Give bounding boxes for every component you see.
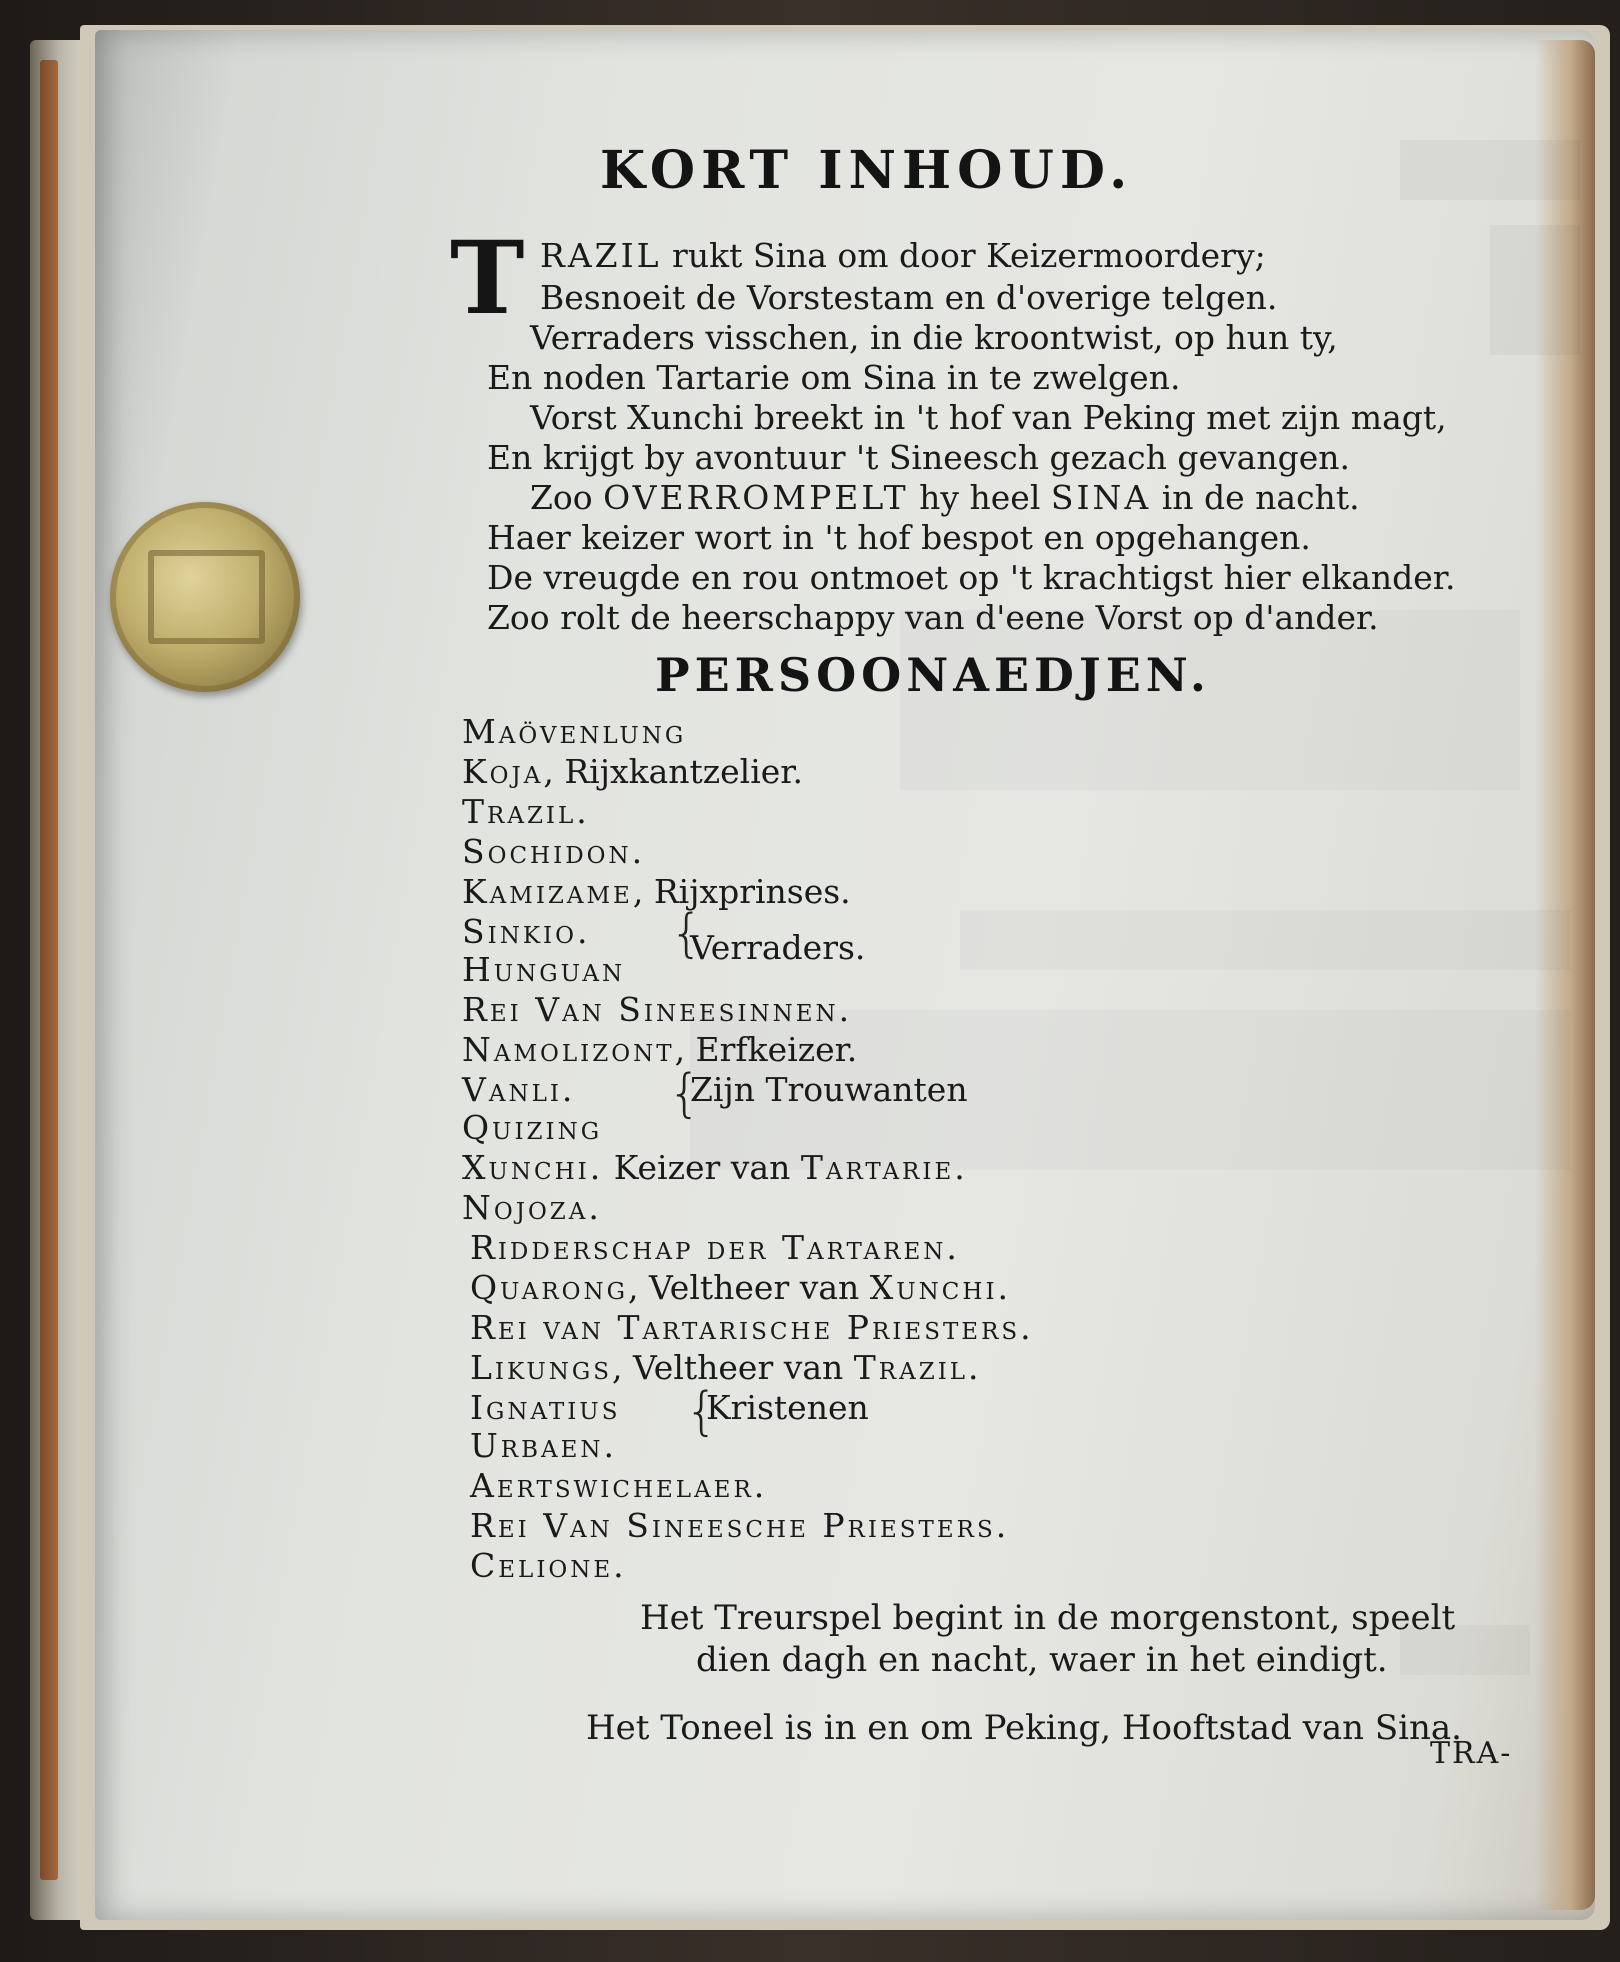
- persona-item: Sochidon.: [462, 832, 646, 871]
- catchword: TRA-: [1430, 1736, 1513, 1771]
- verse-line: Besnoeit de Vorstestam en d'overige telgen.: [540, 278, 1278, 317]
- persona-item: Ignatius: [470, 1388, 621, 1427]
- verse-line: RAZIL rukt Sina om door Keizermoordery;: [540, 236, 1266, 275]
- persona-item: Namolizont, Erfkeizer.: [462, 1030, 858, 1069]
- persona-item: Koja, Rijxkantzelier.: [462, 752, 803, 791]
- page-right-edge: [1535, 40, 1595, 1910]
- persona-item: Vanli.: [462, 1070, 576, 1109]
- kort-inhoud-heading: KORT INHOUD.: [600, 140, 1134, 201]
- persona-item: Quizing: [462, 1108, 603, 1147]
- persona-item: Quarong, Veltheer van Xunchi.: [470, 1268, 1012, 1307]
- persona-item: Aertswichelaer.: [470, 1466, 768, 1505]
- verse-line: Verraders visschen, in die kroontwist, op hun ty,: [530, 318, 1338, 357]
- verse-line: Vorst Xunchi breekt in 't hof van Peking met zijn magt,: [530, 398, 1447, 437]
- book-cover-strip: [40, 60, 58, 1880]
- scale-coin: [110, 502, 300, 692]
- group-brace: {: [685, 1382, 719, 1442]
- group-brace: {: [670, 904, 704, 964]
- persona-item: Rei Van Sineesinnen.: [462, 990, 853, 1029]
- group-label-kristenen: Kristenen: [706, 1388, 869, 1427]
- verse-line: Zoo OVERROMPELT hy heel SINA in de nacht.: [530, 478, 1360, 517]
- drop-cap: T: [450, 219, 525, 337]
- note-line: Het Toneel is in en om Peking, Hooftstad van Sina.: [586, 1708, 1462, 1748]
- persona-item: Rei van Tartarische Priesters.: [470, 1308, 1034, 1347]
- verse-line: Haer keizer wort in 't hof bespot en opgehangen.: [487, 518, 1311, 557]
- persona-item: Likungs, Veltheer van Trazil.: [470, 1348, 982, 1387]
- verse-line: Zoo rolt de heerschappy van d'eene Vorst op d'ander.: [487, 598, 1379, 637]
- note-line: Het Treurspel begint in de morgenstont, speelt: [640, 1598, 1456, 1638]
- verse-line: En krijgt by avontuur 't Sineesch gezach gevangen.: [487, 438, 1351, 477]
- persona-item: Xunchi. Keizer van Tartarie.: [462, 1148, 968, 1187]
- persona-item: Ridderschap der Tartaren.: [470, 1228, 960, 1267]
- persona-item: Nojoza.: [462, 1188, 602, 1227]
- note-line: dien dagh en nacht, waer in het eindigt.: [696, 1640, 1388, 1680]
- group-label-verraders: Verraders.: [690, 928, 866, 967]
- persona-item: Urbaen.: [470, 1426, 618, 1465]
- persona-item: Kamizame, Rijxprinses.: [462, 872, 851, 911]
- persona-item: Maövenlung: [462, 712, 687, 751]
- persona-item: Sinkio.: [462, 912, 591, 951]
- persona-item: Trazil.: [462, 792, 590, 831]
- group-label-trouwanten: Zijn Trouwanten: [690, 1070, 968, 1109]
- persoonaedjen-heading: PERSOONAEDJEN.: [655, 648, 1211, 702]
- verse-line: De vreugde en rou ontmoet op 't krachtigst hier elkander.: [487, 558, 1456, 597]
- group-brace: {: [668, 1064, 702, 1124]
- verse-line: En noden Tartarie om Sina in te zwelgen.: [487, 358, 1181, 397]
- persona-item: Hunguan: [462, 950, 626, 989]
- persona-item: Celione.: [470, 1546, 627, 1585]
- persona-item: Rei Van Sineesche Priesters.: [470, 1506, 1010, 1545]
